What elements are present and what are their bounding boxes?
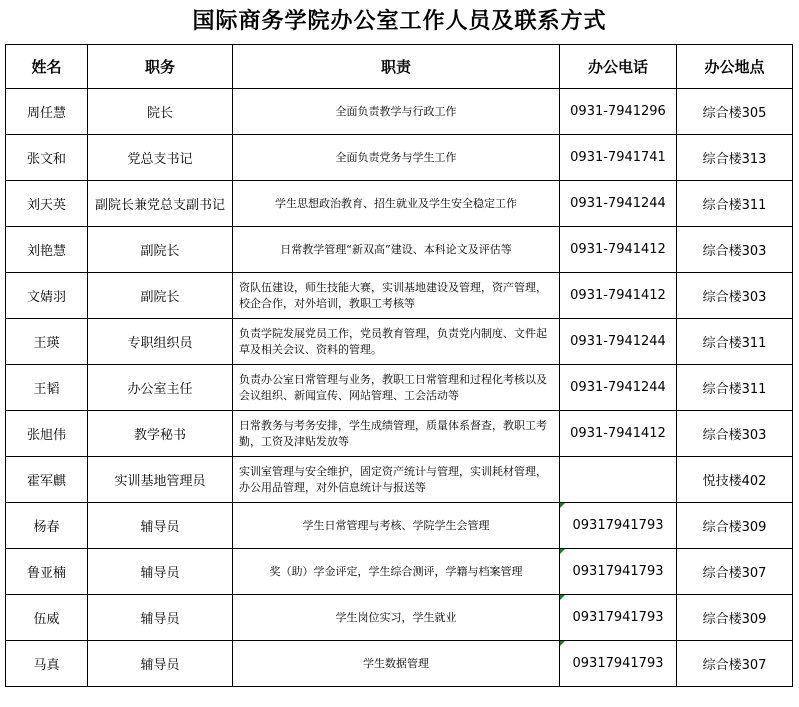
cell-duty[interactable]: 实训室管理与安全维护，固定资产统计与管理，实训耗材管理，办公用品管理，对外信息统计与报送等 bbox=[233, 457, 560, 503]
cell-duty[interactable]: 日常教学管理“新双高”建设、本科论文及评估等 bbox=[233, 227, 560, 273]
cell-name[interactable]: 伍威 bbox=[6, 595, 88, 641]
cell-phone[interactable]: 0931-7941741 bbox=[560, 135, 677, 181]
cell-post[interactable]: 副院长兼党总支副书记 bbox=[88, 181, 233, 227]
cell-phone[interactable]: 0931-7941412 bbox=[560, 273, 677, 319]
header-duty[interactable]: 职责 bbox=[233, 45, 560, 89]
cell-name[interactable]: 王瑛 bbox=[6, 319, 88, 365]
cell-name[interactable]: 张文和 bbox=[6, 135, 88, 181]
cell-post[interactable]: 辅导员 bbox=[88, 549, 233, 595]
cell-place[interactable]: 综合楼307 bbox=[677, 641, 793, 687]
table-row bbox=[6, 411, 793, 457]
table-row bbox=[6, 181, 793, 227]
table-row bbox=[6, 457, 793, 503]
cell-place[interactable]: 综合楼305 bbox=[677, 89, 793, 135]
cell-name[interactable]: 刘艳慧 bbox=[6, 227, 88, 273]
header-row bbox=[6, 45, 793, 89]
cell-phone[interactable]: 0931-7941244 bbox=[560, 319, 677, 365]
cell-post[interactable]: 辅导员 bbox=[88, 503, 233, 549]
cell-place[interactable]: 综合楼311 bbox=[677, 365, 793, 411]
cell-post[interactable]: 辅导员 bbox=[88, 595, 233, 641]
cell-name[interactable]: 杨春 bbox=[6, 503, 88, 549]
cell-place[interactable]: 综合楼313 bbox=[677, 135, 793, 181]
table-row bbox=[6, 503, 793, 549]
cell-post[interactable]: 副院长 bbox=[88, 273, 233, 319]
table-row bbox=[6, 595, 793, 641]
cell-place[interactable]: 综合楼303 bbox=[677, 411, 793, 457]
cell-duty[interactable]: 全面负责教学与行政工作 bbox=[233, 89, 560, 135]
cell-place[interactable]: 综合楼307 bbox=[677, 549, 793, 595]
cell-place[interactable]: 综合楼311 bbox=[677, 319, 793, 365]
table-row bbox=[6, 319, 793, 365]
cell-post[interactable]: 党总支书记 bbox=[88, 135, 233, 181]
cell-place[interactable]: 综合楼303 bbox=[677, 227, 793, 273]
cell-phone[interactable]: 09317941793 bbox=[560, 641, 677, 687]
cell-post[interactable]: 副院长 bbox=[88, 227, 233, 273]
cell-post[interactable]: 教学秘书 bbox=[88, 411, 233, 457]
cell-phone[interactable]: 0931-7941296 bbox=[560, 89, 677, 135]
cell-duty[interactable]: 全面负责党务与学生工作 bbox=[233, 135, 560, 181]
cell-place[interactable]: 综合楼311 bbox=[677, 181, 793, 227]
staff-table bbox=[5, 44, 793, 687]
cell-name[interactable]: 马真 bbox=[6, 641, 88, 687]
table-row bbox=[6, 641, 793, 687]
cell-post[interactable]: 专职组织员 bbox=[88, 319, 233, 365]
header-place[interactable]: 办公地点 bbox=[677, 45, 793, 89]
page-title: 国际商务学院办公室工作人员及联系方式 bbox=[192, 9, 607, 34]
cell-name[interactable]: 张旭伟 bbox=[6, 411, 88, 457]
table-row bbox=[6, 227, 793, 273]
cell-name[interactable]: 王韬 bbox=[6, 365, 88, 411]
table-row bbox=[6, 549, 793, 595]
cell-phone[interactable]: 09317941793 bbox=[560, 503, 677, 549]
cell-name[interactable]: 刘天英 bbox=[6, 181, 88, 227]
cell-post[interactable]: 实训基地管理员 bbox=[88, 457, 233, 503]
cell-name[interactable]: 文婧羽 bbox=[6, 273, 88, 319]
cell-phone[interactable]: 09317941793 bbox=[560, 549, 677, 595]
table-row bbox=[6, 89, 793, 135]
cell-place[interactable]: 综合楼309 bbox=[677, 595, 793, 641]
table-row bbox=[6, 273, 793, 319]
cell-phone[interactable]: 0931-7941412 bbox=[560, 411, 677, 457]
cell-post[interactable]: 院长 bbox=[88, 89, 233, 135]
cell-place[interactable]: 综合楼303 bbox=[677, 273, 793, 319]
cell-duty[interactable]: 学生日常管理与考核、学院学生会管理 bbox=[233, 503, 560, 549]
cell-place[interactable]: 悦技楼402 bbox=[677, 457, 793, 503]
cell-duty[interactable]: 日常教务与考务安排，学生成绩管理，质量体系督查，教职工考勤，工资及津贴发放等 bbox=[233, 411, 560, 457]
header-phone[interactable]: 办公电话 bbox=[560, 45, 677, 89]
cell-post[interactable]: 辅导员 bbox=[88, 641, 233, 687]
cell-duty[interactable]: 负责办公室日常管理与业务，教职工日常管理和过程化考核以及会议组织、新闻宣传、网站管理、工会活动等 bbox=[233, 365, 560, 411]
cell-phone[interactable] bbox=[560, 457, 677, 503]
cell-duty[interactable]: 奖（助）学金评定，学生综合测评，学籍与档案管理 bbox=[233, 549, 560, 595]
table-row bbox=[6, 365, 793, 411]
cell-duty[interactable]: 学生数据管理 bbox=[233, 641, 560, 687]
table-row bbox=[6, 135, 793, 181]
cell-place[interactable]: 综合楼309 bbox=[677, 503, 793, 549]
cell-duty[interactable]: 学生思想政治教育、招生就业及学生安全稳定工作 bbox=[233, 181, 560, 227]
header-post[interactable]: 职务 bbox=[88, 45, 233, 89]
cell-phone[interactable]: 09317941793 bbox=[560, 595, 677, 641]
cell-duty[interactable]: 负责学院发展党员工作，党员教育管理，负责党内制度、文件起草及相关会议、资料的管理。 bbox=[233, 319, 560, 365]
cell-duty[interactable]: 资队伍建设，师生技能大赛，实训基地建设及管理，资产管理，校企合作，对外培训，教职工考核等 bbox=[233, 273, 560, 319]
cell-duty[interactable]: 学生岗位实习，学生就业 bbox=[233, 595, 560, 641]
cell-phone[interactable]: 0931-7941244 bbox=[560, 365, 677, 411]
cell-name[interactable]: 鲁亚楠 bbox=[6, 549, 88, 595]
cell-name[interactable]: 周任慧 bbox=[6, 89, 88, 135]
cell-phone[interactable]: 0931-7941244 bbox=[560, 181, 677, 227]
cell-phone[interactable]: 0931-7941412 bbox=[560, 227, 677, 273]
cell-name[interactable]: 霍军麒 bbox=[6, 457, 88, 503]
header-name[interactable]: 姓名 bbox=[6, 45, 88, 89]
cell-post[interactable]: 办公室主任 bbox=[88, 365, 233, 411]
